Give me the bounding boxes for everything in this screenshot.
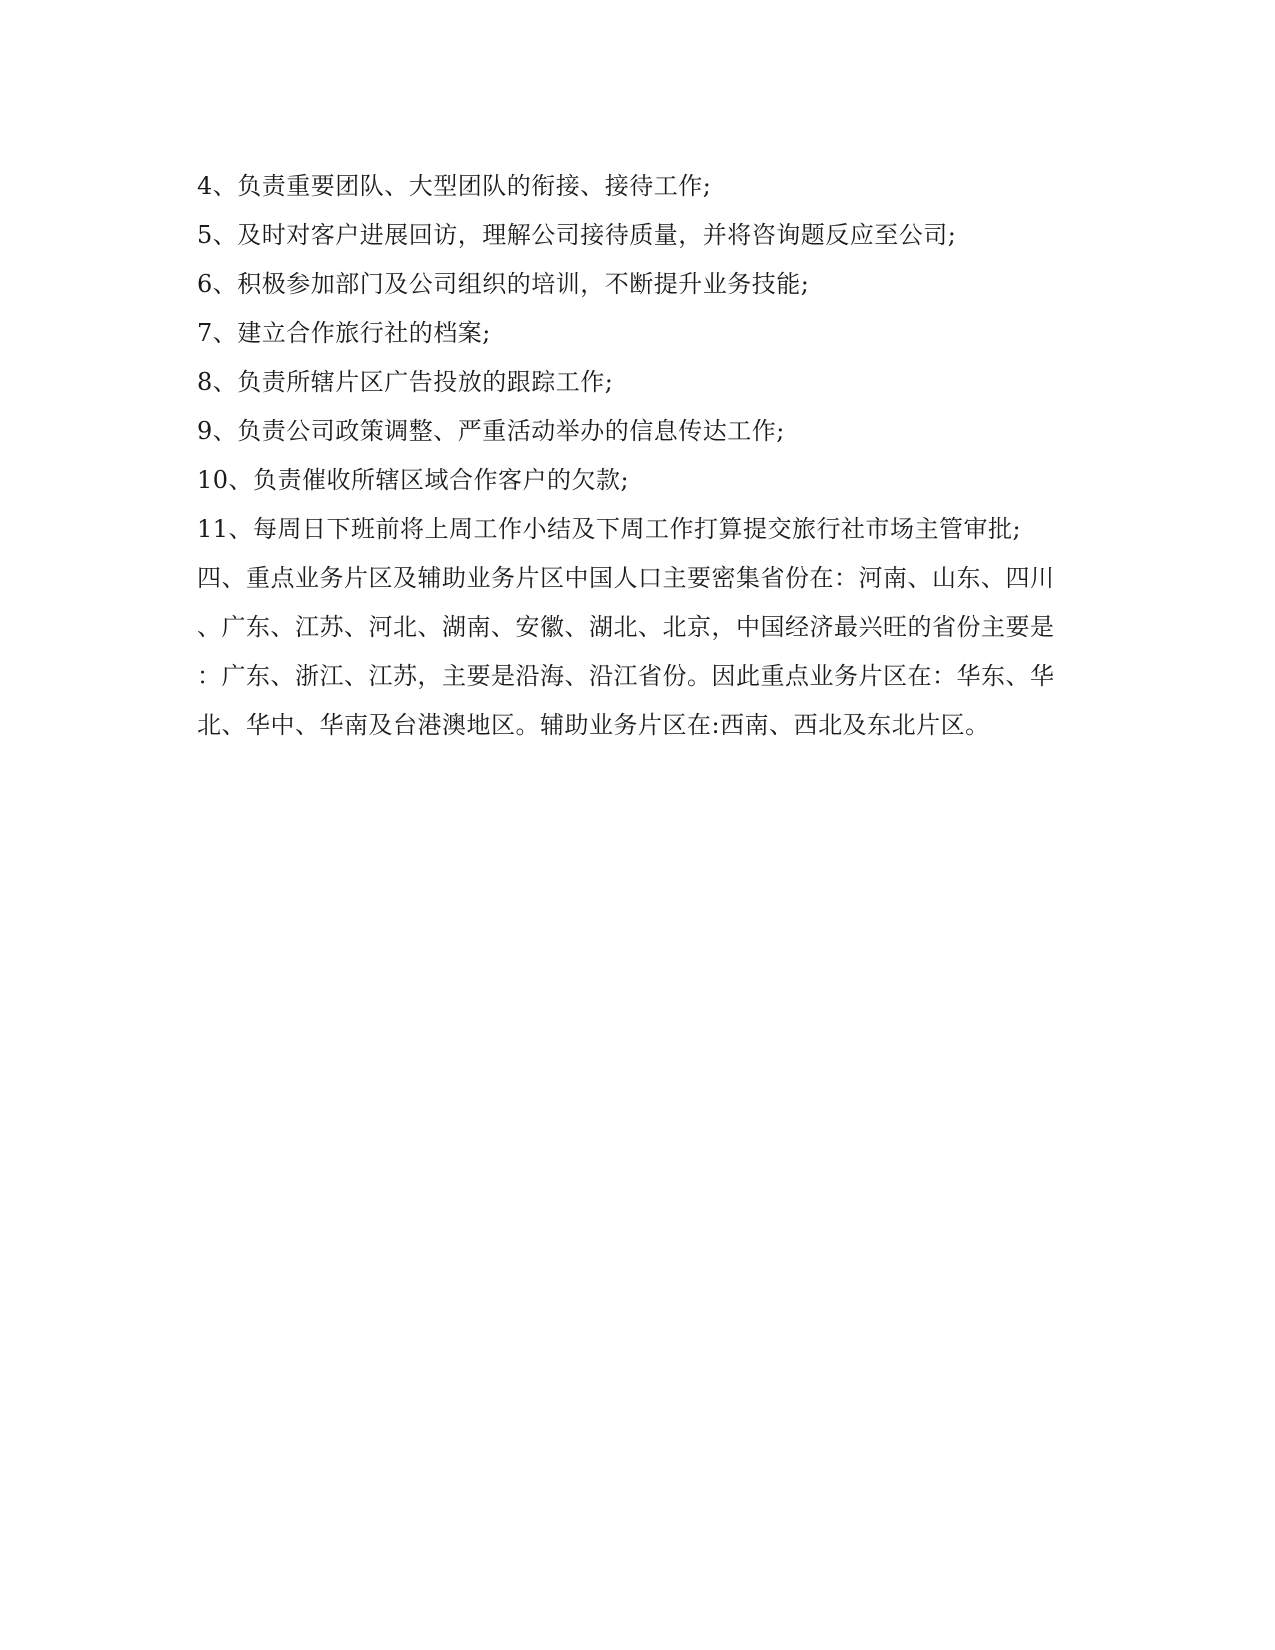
duty-item-11: 11、每周日下班前将上周工作小结及下周工作打算提交旅行社市场主管审批; <box>197 515 1022 543</box>
duty-item-8: 8、负责所辖片区广告投放的跟踪工作; <box>197 368 614 396</box>
duty-item-6: 6、积极参加部门及公司组织的培训，不断提升业务技能; <box>197 270 810 298</box>
section-4-paragraph-line-4: 北、华中、华南及台港澳地区。辅助业务片区在:西南、西北及东北片区。 <box>197 711 990 739</box>
duty-item-10: 10、负责催收所辖区域合作客户的欠款; <box>197 466 630 494</box>
duty-item-5: 5、及时对客户进展回访，理解公司接待质量，并将咨询题反应至公司; <box>197 221 957 249</box>
duty-item-7: 7、建立合作旅行社的档案; <box>197 319 491 347</box>
section-4-paragraph-line-3: ：广东、浙江、江苏，主要是沿海、沿江省份。因此重点业务片区在：华东、华 <box>197 662 1055 690</box>
duty-item-9: 9、负责公司政策调整、严重活动举办的信息传达工作; <box>197 417 785 445</box>
section-4-paragraph-line-1: 四、重点业务片区及辅助业务片区中国人口主要密集省份在：河南、山东、四川 <box>197 564 1055 592</box>
section-4-paragraph-line-2: 、广东、江苏、河北、湖南、安徽、湖北、北京，中国经济最兴旺的省份主要是 <box>197 613 1055 641</box>
document-body <box>197 162 1077 750</box>
duty-item-4: 4、负责重要团队、大型团队的衔接、接待工作; <box>197 172 712 200</box>
